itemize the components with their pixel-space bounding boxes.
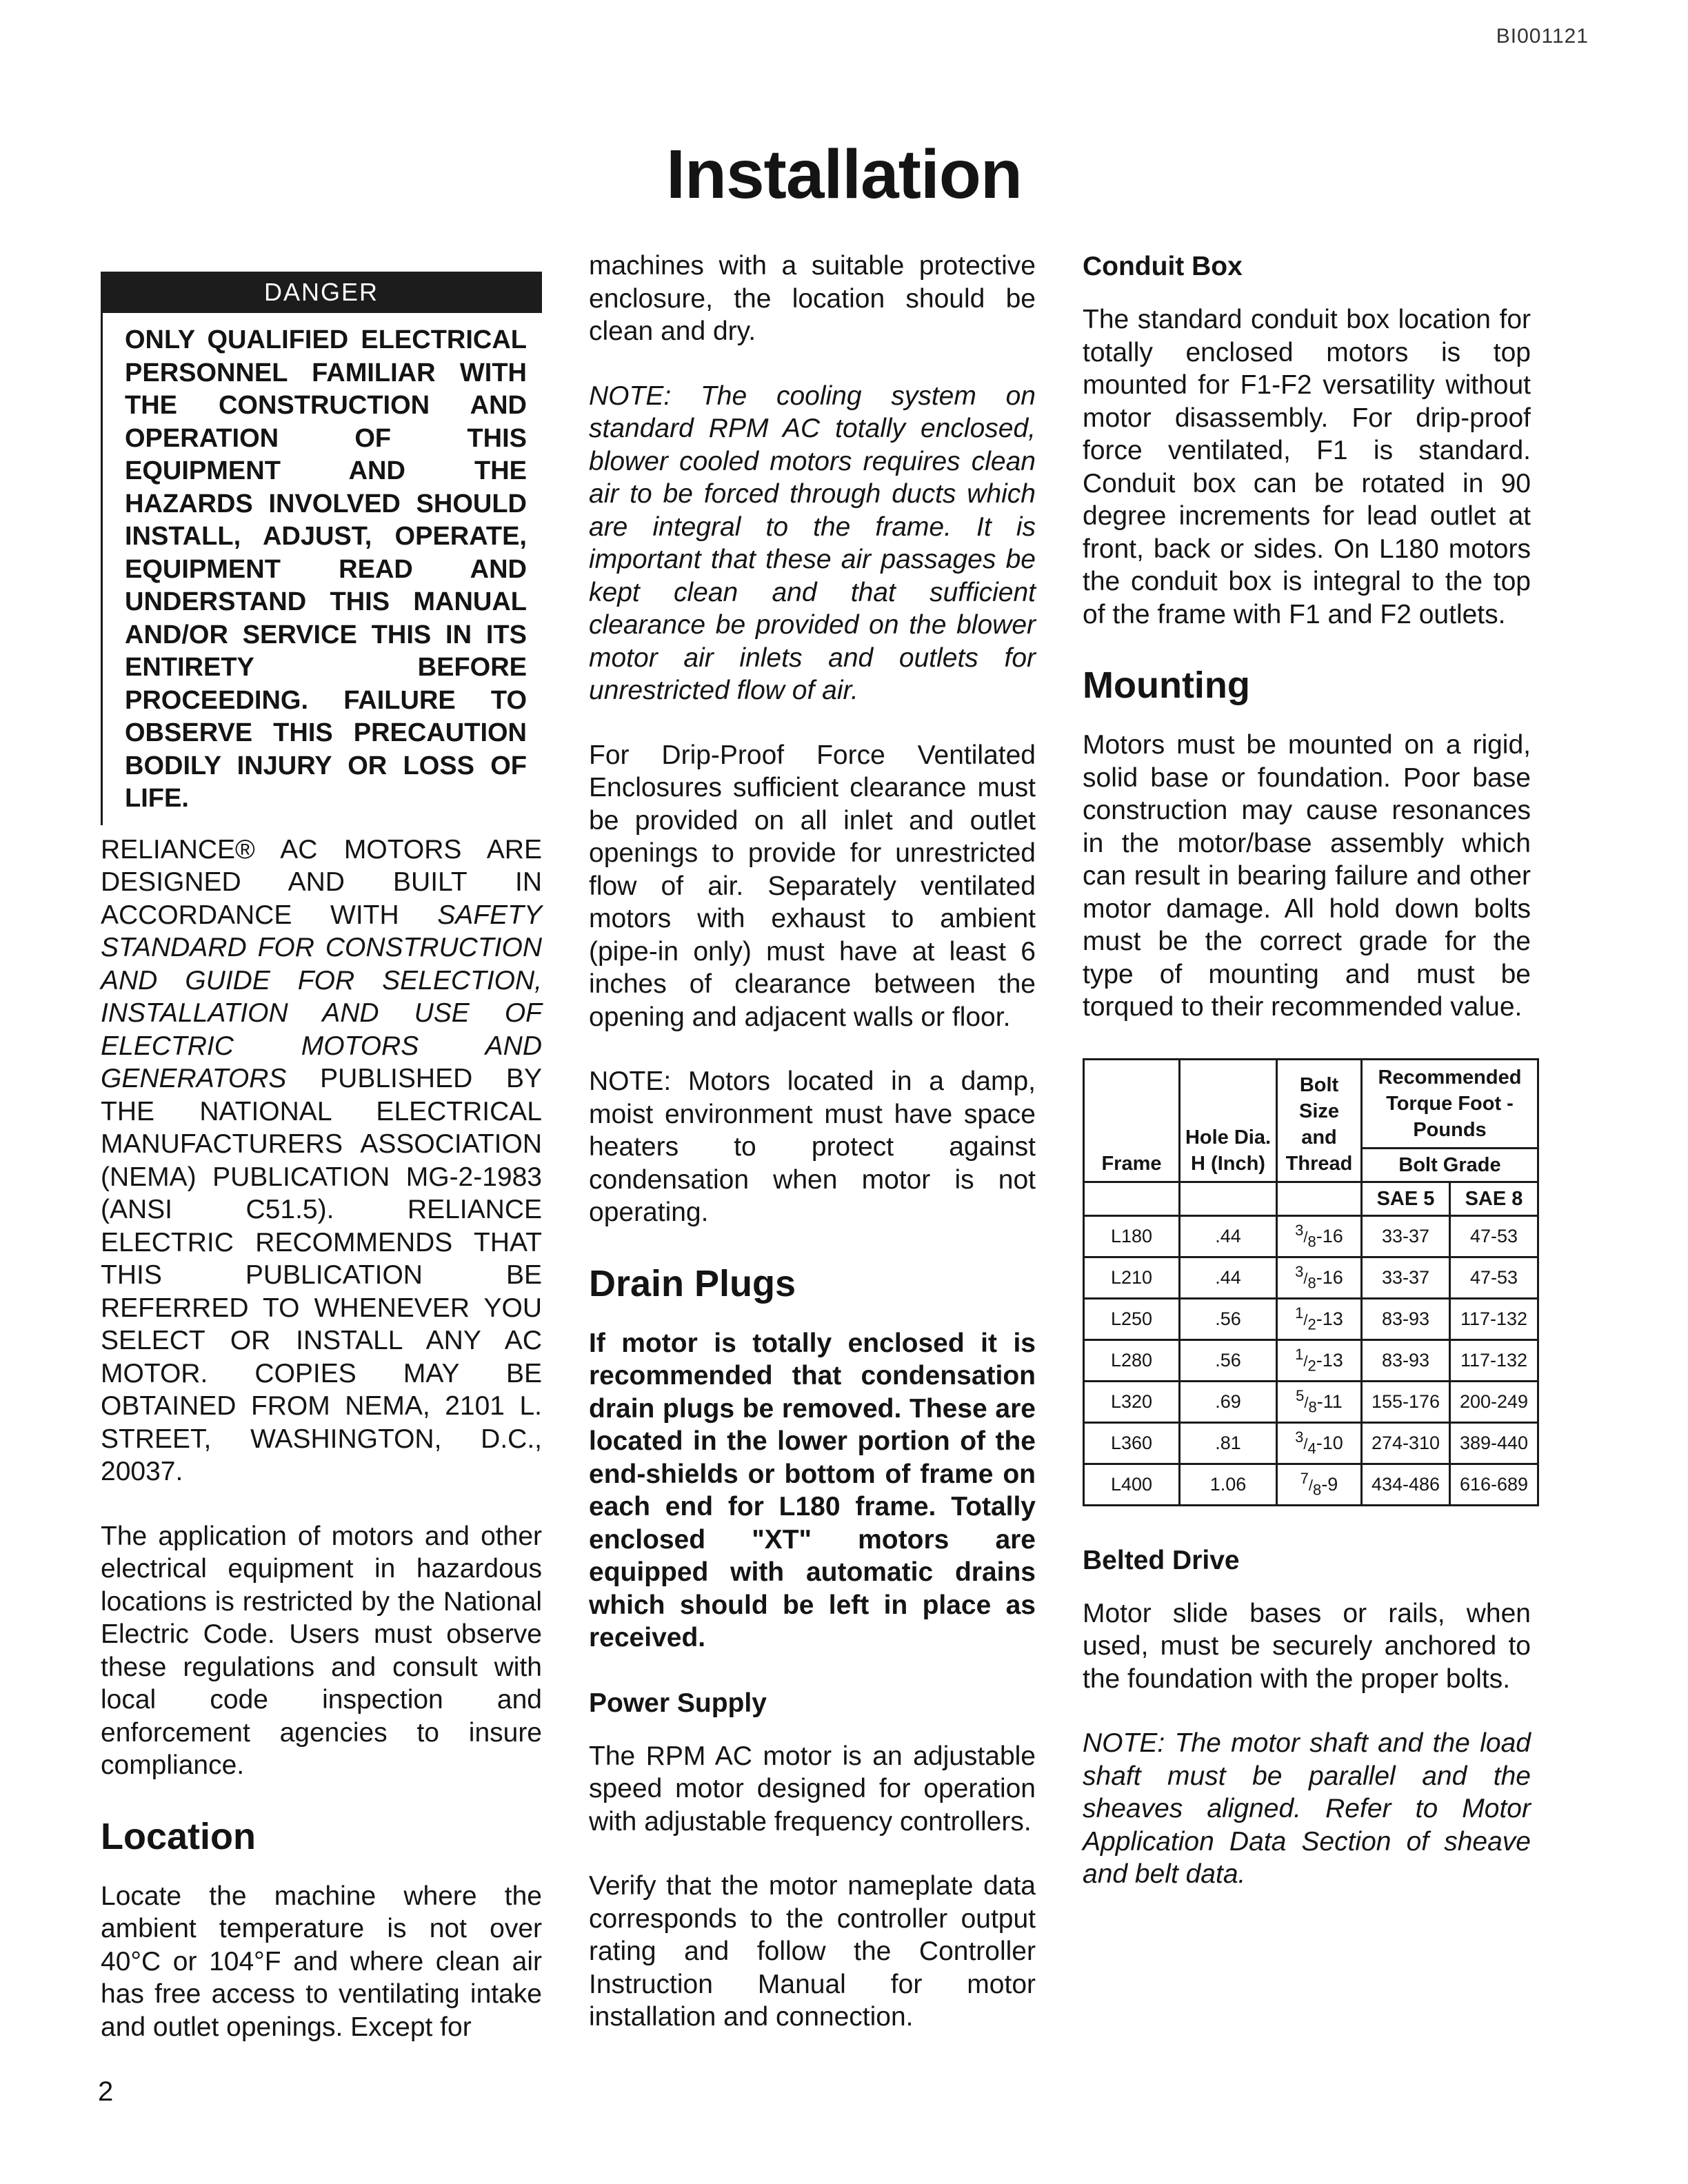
bolt-thread: -16 xyxy=(1316,1225,1343,1246)
table-row xyxy=(1084,1464,1538,1505)
danger-label: DANGER xyxy=(101,272,542,313)
cell-bolt-size xyxy=(1277,1298,1362,1339)
bolt-fraction-slash: / xyxy=(1304,1393,1309,1411)
header-bolt-size: Bolt Size and Thread xyxy=(1277,1059,1362,1182)
drip-proof-paragraph: For Drip-Proof Force Ventilated Enclosures sufficient clearance must be provided on all inlet and outlet openings to provide for unrestricted flow of air. Separately ventilated motors with exhaust to ambient (pipe-in only) must have at least 6 inches of clearance between the opening and adjacent walls or floor. xyxy=(589,740,1036,1032)
table-row xyxy=(1084,1215,1538,1257)
cell-hole-diameter: .81 xyxy=(1180,1422,1277,1464)
bolt-thread: -11 xyxy=(1316,1391,1343,1412)
bolt-fraction-denominator: 2 xyxy=(1307,1357,1316,1375)
cell-frame: L360 xyxy=(1084,1422,1180,1464)
table-row xyxy=(1084,1257,1538,1298)
bolt-fraction-slash: / xyxy=(1303,1435,1308,1453)
column-left xyxy=(101,250,542,2075)
verify-nameplate-paragraph: Verify that the motor nameplate data corresponds to the controller output rating and follow the Controller Instruction Manual for motor installation and connection. xyxy=(589,1871,1036,2032)
cell-sae8: 616-689 xyxy=(1449,1464,1538,1505)
table-row xyxy=(1084,1339,1538,1381)
bolt-fraction-denominator: 8 xyxy=(1307,1233,1316,1251)
cell-hole-diameter: .44 xyxy=(1180,1215,1277,1257)
column-right xyxy=(1083,250,1531,1923)
bolt-fraction-numerator: 3 xyxy=(1295,1221,1304,1239)
cell-sae8: 117-132 xyxy=(1449,1298,1538,1339)
bolt-fraction-numerator: 3 xyxy=(1295,1428,1304,1446)
header-hole-diameter: Hole Dia. H (Inch) xyxy=(1180,1059,1277,1182)
bolt-fraction-numerator: 7 xyxy=(1300,1469,1309,1487)
document-code: BI001121 xyxy=(1496,25,1589,48)
location-heading: Location xyxy=(101,1815,256,1857)
header-bolt-grade: Bolt Grade xyxy=(1362,1148,1538,1182)
cell-hole-diameter: .44 xyxy=(1180,1257,1277,1298)
header-recommended-torque: Recommended Torque Foot - Pounds xyxy=(1362,1059,1538,1148)
header-frame-spacer xyxy=(1084,1182,1180,1215)
power-supply-paragraph: The RPM AC motor is an adjustable speed motor designed for operation with adjustable frequency controllers. xyxy=(589,1741,1036,1837)
page-number: 2 xyxy=(98,2076,114,2107)
cell-bolt-size xyxy=(1277,1215,1362,1257)
cell-sae8: 117-132 xyxy=(1449,1339,1538,1381)
header-bolt-spacer xyxy=(1277,1182,1362,1215)
drain-plugs-paragraph: If motor is totally enclosed it is recommended that condensation drain plugs be removed. These are located in the lower portion of the end-shields or bottom of frame on each end for L180 frame. Totally enclosed "XT" motors are equipped with automatic drains which should be left in place as received. xyxy=(589,1328,1036,1652)
conduit-box-paragraph: The standard conduit box location for totally enclosed motors is top mounted for F1-F2 versatility without motor disassembly. For drip-proof force ventilated, F1 is standard. Conduit box can be rotated in 90 degree increments for lead outlet at front, back or sides. On L180 motors the conduit box is integral to the top of the frame with F1 and F2 outlets. xyxy=(1083,305,1531,629)
mounting-heading: Mounting xyxy=(1083,665,1250,706)
bolt-thread: -13 xyxy=(1316,1308,1343,1329)
cell-sae8: 47-53 xyxy=(1449,1257,1538,1298)
cell-bolt-size xyxy=(1277,1422,1362,1464)
reliance-text-1: RELIANCE® AC MOTORS ARE DESIGNED AND BUILT IN ACCORDANCE WITH xyxy=(101,834,542,930)
cell-sae5: 83-93 xyxy=(1362,1298,1450,1339)
bolt-fraction-slash: / xyxy=(1303,1228,1308,1246)
cell-bolt-size xyxy=(1277,1257,1362,1298)
reliance-paragraph xyxy=(101,833,542,1488)
cell-sae5: 83-93 xyxy=(1362,1339,1450,1381)
bolt-thread: -10 xyxy=(1316,1432,1343,1453)
bolt-fraction-denominator: 8 xyxy=(1307,1274,1316,1292)
header-frame: Frame xyxy=(1084,1059,1180,1182)
bolt-fraction-denominator: 4 xyxy=(1307,1439,1316,1457)
bolt-fraction-slash: / xyxy=(1303,1352,1308,1370)
bolt-fraction-numerator: 1 xyxy=(1295,1345,1304,1363)
bolt-fraction-numerator: 5 xyxy=(1296,1386,1305,1404)
cell-hole-diameter: .56 xyxy=(1180,1339,1277,1381)
bolt-torque-table-body xyxy=(1084,1215,1538,1505)
conduit-box-heading: Conduit Box xyxy=(1083,252,1243,281)
bolt-fraction-denominator: 8 xyxy=(1313,1481,1322,1499)
cell-sae5: 155-176 xyxy=(1362,1381,1450,1422)
mounting-paragraph: Motors must be mounted on a rigid, solid base or foundation. Poor base construction may cause resonances in the motor/base assembly which can result in bearing failure and other motor damage. All hold down bolts must be the correct grade for the type of mounting and must be torqued to their recommended value. xyxy=(1083,730,1531,1022)
location-paragraph: Locate the machine where the ambient temperature is not over 40°C or 104°F and where clean air has free access to ventilating intake and outlet openings. Except for xyxy=(101,1881,542,2042)
reliance-standard-title: SAFETY STANDARD FOR CONSTRUCTION AND GUIDE FOR SELECTION, INSTALLATION AND USE OF ELECTRIC MOTORS AND GENERATORS xyxy=(101,900,542,1093)
header-sae8: SAE 8 xyxy=(1449,1182,1538,1215)
table-row xyxy=(1084,1298,1538,1339)
bolt-fraction-denominator: 2 xyxy=(1307,1315,1316,1333)
cooling-note: NOTE: The cooling system on standard RPM AC totally enclosed, blower cooled motors requires clean air to be forced through ducts which are integral to the frame. It is important that these air passages be kept clean and that sufficient clearance be provided on the blower motor air inlets and outlets for unrestricted flow of air. xyxy=(589,381,1036,705)
cell-hole-diameter: .69 xyxy=(1180,1381,1277,1422)
cell-bolt-size xyxy=(1277,1381,1362,1422)
cell-sae8: 47-53 xyxy=(1449,1215,1538,1257)
cell-sae5: 33-37 xyxy=(1362,1257,1450,1298)
bolt-thread: -16 xyxy=(1316,1266,1343,1288)
table-row xyxy=(1084,1381,1538,1422)
damp-environment-note: NOTE: Motors located in a damp, moist environment must have space heaters to protect against condensation when motor is not operating. xyxy=(589,1066,1036,1227)
bolt-fraction-denominator: 8 xyxy=(1308,1398,1317,1416)
cell-sae8: 389-440 xyxy=(1449,1422,1538,1464)
bolt-thread: -9 xyxy=(1321,1473,1338,1495)
cell-bolt-size xyxy=(1277,1464,1362,1505)
cell-frame: L210 xyxy=(1084,1257,1180,1298)
cell-frame: L180 xyxy=(1084,1215,1180,1257)
page-title: Installation xyxy=(666,136,1022,213)
location-continued-paragraph: machines with a suitable protective enclosure, the location should be clean and dry. xyxy=(589,251,1036,346)
cell-sae5: 274-310 xyxy=(1362,1422,1450,1464)
cell-sae8: 200-249 xyxy=(1449,1381,1538,1422)
column-middle xyxy=(589,250,1036,2065)
power-supply-heading: Power Supply xyxy=(589,1688,767,1718)
danger-text: ONLY QUALIFIED ELECTRICAL PERSONNEL FAMILIAR WITH THE CONSTRUCTION AND OPERATION OF THIS EQUIPMENT AND THE HAZARDS INVOLVED SHOULD INSTALL, ADJUST, OPERATE, EQUIPMENT READ AND UNDERSTAND THIS MANUAL AND/OR SERVICE THIS IN ITS ENTIRETY BEFORE PROCEEDING. FAILURE TO OBSERVE THIS PRECAUTION BODILY INJURY OR LOSS OF LIFE. xyxy=(101,313,542,825)
header-sae5: SAE 5 xyxy=(1362,1182,1450,1215)
bolt-fraction-numerator: 3 xyxy=(1295,1262,1304,1280)
header-hole-spacer xyxy=(1180,1182,1277,1215)
cell-sae5: 434-486 xyxy=(1362,1464,1450,1505)
bolt-fraction-slash: / xyxy=(1303,1311,1308,1328)
bolt-fraction-slash: / xyxy=(1303,1269,1308,1287)
cell-frame: L400 xyxy=(1084,1464,1180,1505)
belted-drive-heading: Belted Drive xyxy=(1083,1545,1240,1575)
cell-sae5: 33-37 xyxy=(1362,1215,1450,1257)
bolt-thread: -13 xyxy=(1316,1349,1343,1371)
cell-frame: L280 xyxy=(1084,1339,1180,1381)
cell-frame: L320 xyxy=(1084,1381,1180,1422)
bolt-fraction-numerator: 1 xyxy=(1295,1304,1304,1322)
bolt-fraction-slash: / xyxy=(1308,1476,1314,1494)
reliance-text-2: PUBLISHED BY THE NATIONAL ELECTRICAL MANUFACTURERS ASSOCIATION (NEMA) PUBLICATION MG-2-1983 (ANSI C51.5). RELIANCE ELECTRIC RECOMMENDS THAT THIS PUBLICATION BE REFERRED TO WHENEVER YOU SELECT OR INSTALL ANY AC MOTOR. COPIES MAY BE OBTAINED FROM NEMA, 2101 L. STREET, WASHINGTON, D.C., 20037. xyxy=(101,1064,542,1486)
cell-frame: L250 xyxy=(1084,1298,1180,1339)
table-row xyxy=(1084,1422,1538,1464)
cell-bolt-size xyxy=(1277,1339,1362,1381)
shaft-alignment-note: NOTE: The motor shaft and the load shaft must be parallel and the sheaves aligned. Refer to Motor Application Data Section of sheave and belt data. xyxy=(1083,1728,1531,1889)
hazardous-locations-paragraph: The application of motors and other electrical equipment in hazardous locations is restricted by the National Electric Code. Users must observe these regulations and consult with local code inspection and enforcement agencies to insure compliance. xyxy=(101,1521,542,1780)
danger-box xyxy=(101,272,542,825)
cell-hole-diameter: 1.06 xyxy=(1180,1464,1277,1505)
cell-hole-diameter: .56 xyxy=(1180,1298,1277,1339)
bolt-torque-table xyxy=(1083,1058,1539,1506)
belted-drive-paragraph: Motor slide bases or rails, when used, must be securely anchored to the foundation with the proper bolts. xyxy=(1083,1598,1531,1694)
drain-plugs-heading: Drain Plugs xyxy=(589,1262,796,1304)
